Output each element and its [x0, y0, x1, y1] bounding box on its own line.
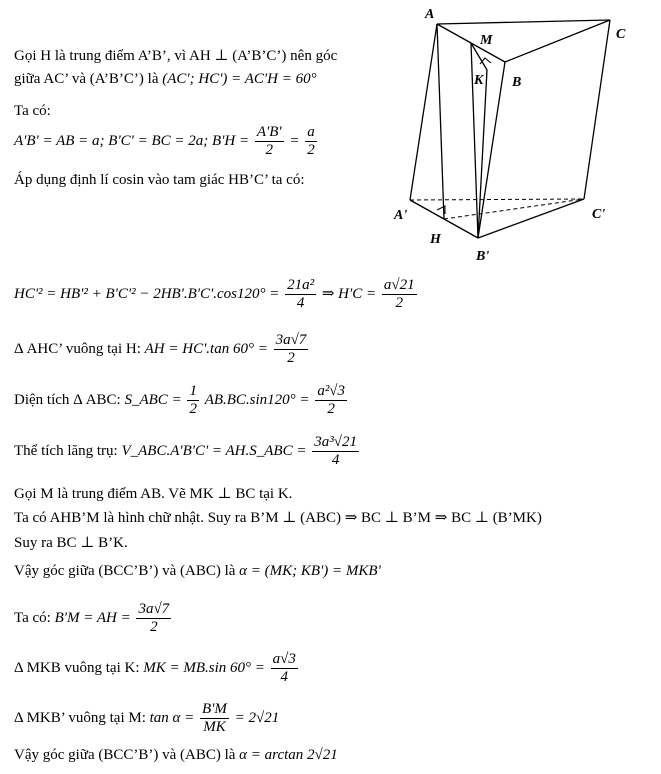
fraction-21a2-over-4: $\frac{\text{21a²}}{4}$ [287, 277, 315, 312]
label-A: A [425, 7, 435, 22]
line-14-text: Ta có: [14, 610, 51, 627]
line-17-math: α = arctan 2√21 [239, 747, 338, 763]
line-8-math: S_ABC = [124, 392, 182, 409]
line-15 [14, 651, 300, 687]
line-14 [14, 601, 173, 637]
line-5: Áp dụng định lí cosin vào tam giác HB’C’ ta có: [14, 172, 305, 188]
line-16-text: Δ MKB’ vuông tại M: [14, 710, 146, 727]
fraction-a2-sqrt3-over-2: $\frac{\text{a²√3}}{2}$ [317, 383, 346, 418]
prism-figure [380, 0, 661, 270]
line-13 [14, 563, 381, 580]
line-11: Ta có AHB’M là hình chữ nhật. Suy ra B’M ⊥ (ABC) ⇒ BC ⊥ B’M ⇒ BC ⊥ (B’MK) [14, 510, 542, 526]
line-15-text: Δ MKB vuông tại K: [14, 660, 140, 677]
line-16 [14, 701, 279, 737]
line-1: Gọi H là trung điểm A’B’, vì AH ⊥ (A’B’C’) nên góc [14, 48, 338, 64]
line-3: Ta có: [14, 103, 51, 119]
line-9-math: V_ABC.A'B'C' = AH.S_ABC = [121, 443, 307, 460]
line-7-text: Δ AHC’ vuông tại H: [14, 341, 141, 358]
label-C1: C' [592, 207, 606, 222]
line-12: Suy ra BC ⊥ B’K. [14, 535, 128, 551]
edge-CC1 [584, 20, 610, 199]
line-4: A'B' = AB = a; B'C' = BC = 2a; B'H = $\frac{A'B'}{2}$ = $\frac{a}{2}$ [14, 124, 315, 159]
line-2-text: giữa AC’ và (A’B’C’) là [14, 71, 159, 87]
line-6-math: HC'² = HB'² + B'C'² − 2HB'.B'C'.cos120° = [14, 286, 280, 303]
fraction-bm-over-mk: $\frac{B'M}{MK}$ [202, 701, 227, 736]
label-H: H [430, 232, 441, 247]
fraction-3a3-sqrt21-over-4: $\frac{\text{3a³√21}}{4}$ [314, 434, 357, 469]
line-8-mid: AB.BC.sin120° = [204, 392, 310, 409]
fraction-3a-sqrt7-over-2-b: $\frac{3a√7}{2}$ [138, 601, 170, 636]
hidden-edge-A1C1 [410, 199, 584, 200]
line-14-math: B'M = AH = [54, 610, 131, 627]
edge-BB1 [478, 62, 505, 238]
fraction-aprime-bprime-over-2: $\frac{A'B'}{2}$ [256, 124, 282, 159]
line-13-math: α = (MK; KB') = MKB' [239, 563, 381, 579]
line-4-math: A'B' = AB = a; B'C' = BC = 2a; B'H = [14, 133, 250, 150]
line-9 [14, 434, 361, 470]
edge-AA1 [410, 24, 437, 200]
edge-AC [437, 20, 610, 24]
line-8-text: Diện tích Δ ABC: [14, 392, 121, 409]
fraction-a-over-2: $\frac{a}{2}$ [307, 124, 315, 159]
line-7-math: AH = HC'.tan 60° = [144, 341, 268, 358]
label-M: M [480, 33, 493, 48]
line-16-math: tan α = [149, 710, 195, 727]
line-16-result: = 2√21 [234, 710, 280, 727]
fraction-3a-sqrt7-over-2: $\frac{3a√7}{2}$ [275, 332, 307, 367]
label-B: B [512, 75, 522, 90]
label-A1: A' [394, 208, 408, 223]
edge-BC [505, 20, 610, 62]
line-15-math: MK = MB.sin 60° = [143, 660, 265, 677]
line-6 [14, 277, 419, 313]
fraction-a-sqrt3-over-4: $\frac{a√3}{4}$ [272, 651, 296, 686]
edge-B1C1 [478, 199, 584, 238]
segment-AH [437, 24, 444, 219]
line-7 [14, 332, 310, 368]
hidden-segment-HC1 [444, 199, 584, 219]
line-8 [14, 383, 349, 419]
line-17 [14, 747, 338, 764]
line-6-implies: ⇒ H'C = [321, 286, 377, 303]
label-K: K [474, 73, 484, 88]
label-B1: B' [476, 249, 490, 264]
line-2-math: (AC'; HC') = AC'H = 60° [162, 71, 317, 87]
fraction-1-over-2: $\frac{1}{2}$ [189, 383, 197, 418]
line-10: Gọi M là trung điểm AB. Vẽ MK ⊥ BC tại K. [14, 486, 293, 502]
line-9-text: Thể tích lăng trụ: [14, 443, 118, 460]
line-13-text: Vậy góc giữa (BCC’B’) và (ABC) là [14, 563, 236, 579]
line-17-text: Vậy góc giữa (BCC’B’) và (ABC) là [14, 747, 236, 763]
line-2 [14, 71, 317, 88]
fraction-a-sqrt21-over-2: $\frac{a√21}{2}$ [383, 277, 415, 312]
label-C: C [616, 27, 626, 42]
